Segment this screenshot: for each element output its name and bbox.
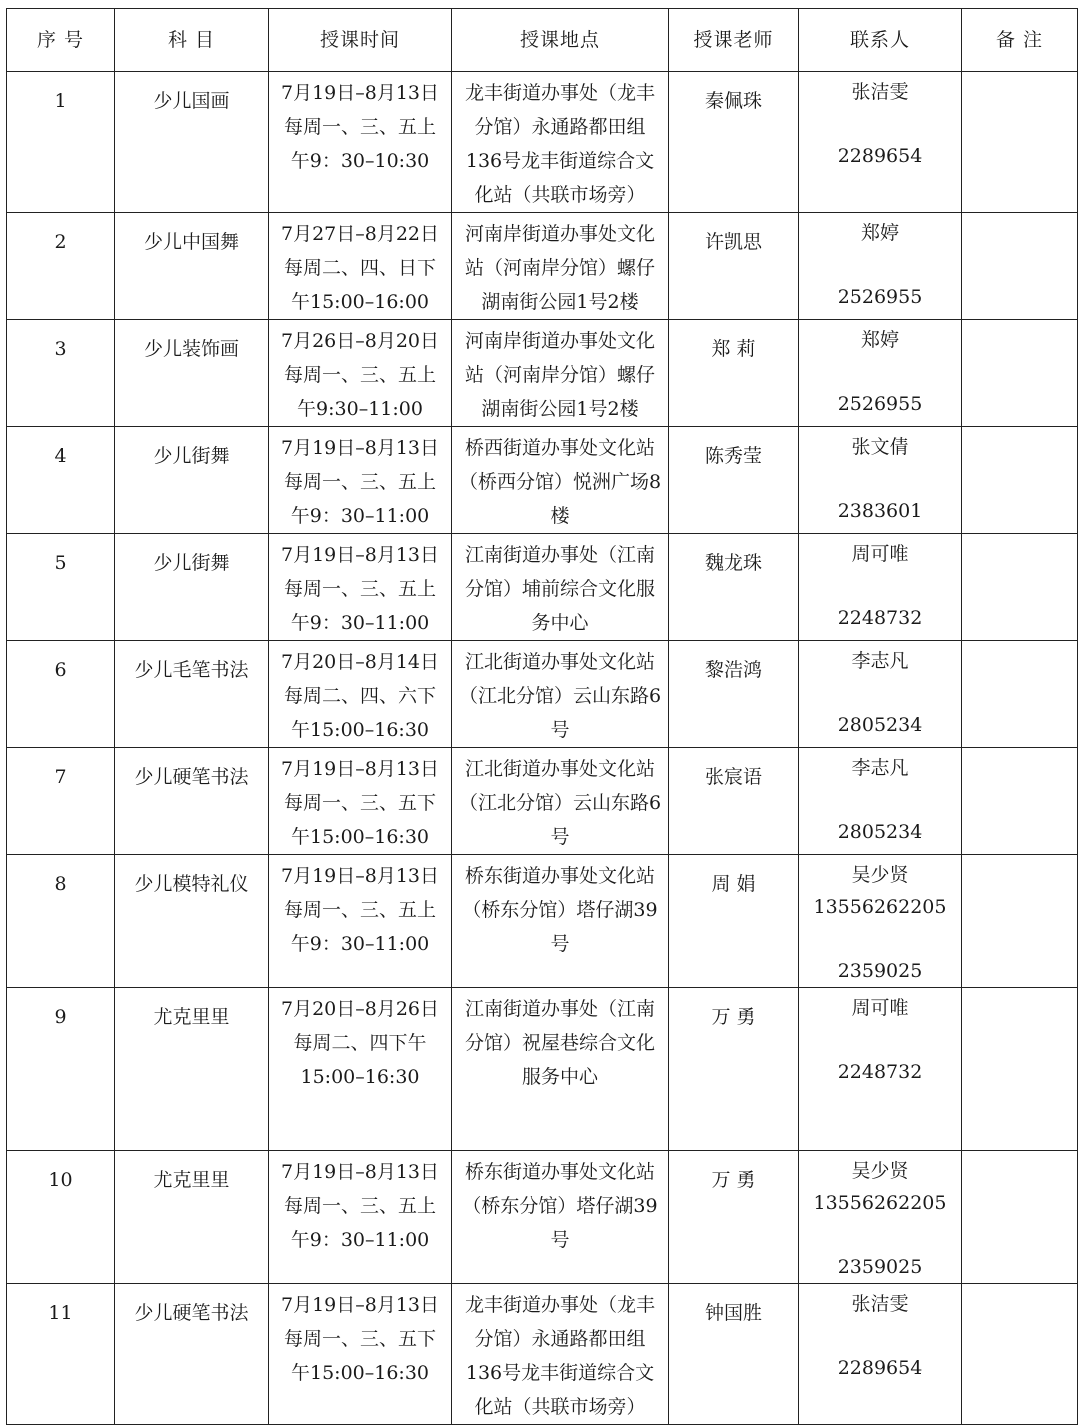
course-schedule-table xyxy=(6,8,1078,1425)
contact-cell xyxy=(799,320,962,427)
time-cell: 7月19日–8月13日每周一、三、五上午9：30–11:00 xyxy=(269,855,452,988)
contact-spacer xyxy=(799,1320,961,1352)
contact-spacer xyxy=(799,108,961,140)
contact-phone: 2359025 xyxy=(837,1256,923,1278)
time-cell: 7月27日–8月22日每周二、四、日下午15:00–16:00 xyxy=(269,213,452,320)
teacher-cell: 郑 莉 xyxy=(669,320,799,427)
contact-name: 郑婷 xyxy=(860,329,899,351)
row-number: 3 xyxy=(7,320,115,427)
subject-cell: 少儿街舞 xyxy=(115,427,269,534)
contact-cell xyxy=(799,72,962,213)
table-row xyxy=(7,1151,1078,1284)
contact-name: 张洁雯 xyxy=(851,1293,909,1315)
subject-cell: 少儿国画 xyxy=(115,72,269,213)
table-row xyxy=(7,855,1078,988)
contact-name: 李志凡 xyxy=(851,757,909,779)
contact-mobile: 13556262205 xyxy=(813,1192,947,1214)
subject-cell: 少儿毛笔书法 xyxy=(115,641,269,748)
place-cell: 河南岸街道办事处文化站（河南岸分馆）螺仔湖南街公园1号2楼 xyxy=(452,213,669,320)
header-subject: 科 目 xyxy=(115,9,269,72)
contact-spacer xyxy=(799,570,961,602)
teacher-cell: 万 勇 xyxy=(669,988,799,1151)
contact-spacer xyxy=(799,356,961,388)
teacher-cell: 许凯思 xyxy=(669,213,799,320)
contact-spacer xyxy=(799,1024,961,1056)
time-cell: 7月19日–8月13日每周一、三、五下午15:00–16:30 xyxy=(269,748,452,855)
note-cell xyxy=(962,641,1078,748)
contact-name: 李志凡 xyxy=(851,650,909,672)
table-row xyxy=(7,320,1078,427)
header-contact: 联系人 xyxy=(799,9,962,72)
row-number: 4 xyxy=(7,427,115,534)
contact-cell xyxy=(799,213,962,320)
table-row xyxy=(7,213,1078,320)
contact-spacer xyxy=(799,784,961,816)
row-number: 1 xyxy=(7,72,115,213)
contact-phone: 2289654 xyxy=(837,1357,923,1379)
contact-name: 郑婷 xyxy=(860,222,899,244)
teacher-cell: 陈秀莹 xyxy=(669,427,799,534)
time-cell: 7月20日–8月26日每周二、四下午15:00–16:30 xyxy=(269,988,452,1151)
row-number: 9 xyxy=(7,988,115,1151)
table-row xyxy=(7,427,1078,534)
contact-cell xyxy=(799,855,962,988)
schedule-sheet xyxy=(6,8,1077,1425)
table-row xyxy=(7,1284,1078,1425)
contact-name: 周可唯 xyxy=(851,543,909,565)
contact-cell xyxy=(799,641,962,748)
contact-phone: 2289654 xyxy=(837,145,923,167)
contact-phone: 2526955 xyxy=(837,286,923,308)
header-note: 备 注 xyxy=(962,9,1078,72)
note-cell xyxy=(962,213,1078,320)
subject-cell: 少儿模特礼仪 xyxy=(115,855,269,988)
contact-cell xyxy=(799,427,962,534)
place-cell: 桥西街道办事处文化站（桥西分馆）悦洲广场8楼 xyxy=(452,427,669,534)
contact-cell xyxy=(799,1151,962,1284)
place-cell: 龙丰街道办事处（龙丰分馆）永通路都田组136号龙丰街道综合文化站（共联市场旁） xyxy=(452,1284,669,1425)
time-cell: 7月19日–8月13日每周一、三、五下午15:00–16:30 xyxy=(269,1284,452,1425)
note-cell xyxy=(962,427,1078,534)
row-number: 11 xyxy=(7,1284,115,1425)
time-cell: 7月19日–8月13日每周一、三、五上午9：30–11:00 xyxy=(269,427,452,534)
place-cell: 江南街道办事处（江南分馆）祝屋巷综合文化服务中心 xyxy=(452,988,669,1151)
row-number: 8 xyxy=(7,855,115,988)
note-cell xyxy=(962,534,1078,641)
contact-name: 吴少贤 xyxy=(851,1160,909,1182)
subject-cell: 少儿硬笔书法 xyxy=(115,1284,269,1425)
subject-cell: 尤克里里 xyxy=(115,988,269,1151)
note-cell xyxy=(962,320,1078,427)
contact-spacer xyxy=(799,249,961,281)
contact-cell xyxy=(799,534,962,641)
note-cell xyxy=(962,1284,1078,1425)
contact-phone: 2383601 xyxy=(837,500,923,522)
teacher-cell: 魏龙珠 xyxy=(669,534,799,641)
contact-phone: 2805234 xyxy=(837,821,923,843)
note-cell xyxy=(962,72,1078,213)
subject-cell: 少儿中国舞 xyxy=(115,213,269,320)
time-cell: 7月20日–8月14日每周二、四、六下午15:00–16:30 xyxy=(269,641,452,748)
contact-name: 周可唯 xyxy=(851,997,909,1019)
row-number: 6 xyxy=(7,641,115,748)
contact-phone: 2248732 xyxy=(837,1061,923,1083)
note-cell xyxy=(962,988,1078,1151)
table-row xyxy=(7,72,1078,213)
contact-spacer xyxy=(799,1219,961,1251)
row-number: 5 xyxy=(7,534,115,641)
table-header-row xyxy=(7,9,1078,72)
contact-phone: 2805234 xyxy=(837,714,923,736)
teacher-cell: 万 勇 xyxy=(669,1151,799,1284)
teacher-cell: 秦佩珠 xyxy=(669,72,799,213)
subject-cell: 少儿装饰画 xyxy=(115,320,269,427)
contact-phone: 2248732 xyxy=(837,607,923,629)
contact-name: 吴少贤 xyxy=(851,864,909,886)
place-cell: 桥东街道办事处文化站（桥东分馆）塔仔湖39号 xyxy=(452,1151,669,1284)
contact-phone: 2526955 xyxy=(837,393,923,415)
subject-cell: 少儿街舞 xyxy=(115,534,269,641)
header-time: 授课时间 xyxy=(269,9,452,72)
time-cell: 7月19日–8月13日每周一、三、五上午9：30–11:00 xyxy=(269,1151,452,1284)
teacher-cell: 张宸语 xyxy=(669,748,799,855)
table-body xyxy=(7,72,1078,1425)
contact-cell xyxy=(799,748,962,855)
place-cell: 江北街道办事处文化站（江北分馆）云山东路6号 xyxy=(452,641,669,748)
teacher-cell: 黎浩鸿 xyxy=(669,641,799,748)
row-number: 7 xyxy=(7,748,115,855)
row-number: 10 xyxy=(7,1151,115,1284)
teacher-cell: 钟国胜 xyxy=(669,1284,799,1425)
place-cell: 桥东街道办事处文化站（桥东分馆）塔仔湖39号 xyxy=(452,855,669,988)
place-cell: 江南街道办事处（江南分馆）埔前综合文化服务中心 xyxy=(452,534,669,641)
contact-phone: 2359025 xyxy=(837,960,923,982)
table-row xyxy=(7,988,1078,1151)
contact-cell xyxy=(799,988,962,1151)
contact-name: 张文倩 xyxy=(851,436,909,458)
header-place: 授课地点 xyxy=(452,9,669,72)
note-cell xyxy=(962,1151,1078,1284)
place-cell: 龙丰街道办事处（龙丰分馆）永通路都田组136号龙丰街道综合文化站（共联市场旁） xyxy=(452,72,669,213)
subject-cell: 少儿硬笔书法 xyxy=(115,748,269,855)
table-row xyxy=(7,641,1078,748)
time-cell: 7月19日–8月13日每周一、三、五上午9：30–11:00 xyxy=(269,534,452,641)
place-cell: 江北街道办事处文化站（江北分馆）云山东路6号 xyxy=(452,748,669,855)
table-row xyxy=(7,534,1078,641)
place-cell: 河南岸街道办事处文化站（河南岸分馆）螺仔湖南街公园1号2楼 xyxy=(452,320,669,427)
contact-spacer xyxy=(799,463,961,495)
header-number: 序 号 xyxy=(7,9,115,72)
contact-mobile: 13556262205 xyxy=(813,896,947,918)
time-cell: 7月19日–8月13日每周一、三、五上午9：30–10:30 xyxy=(269,72,452,213)
contact-name: 张洁雯 xyxy=(851,81,909,103)
teacher-cell: 周 娟 xyxy=(669,855,799,988)
note-cell xyxy=(962,855,1078,988)
note-cell xyxy=(962,748,1078,855)
subject-cell: 尤克里里 xyxy=(115,1151,269,1284)
contact-spacer xyxy=(799,923,961,955)
contact-cell xyxy=(799,1284,962,1425)
contact-spacer xyxy=(799,677,961,709)
row-number: 2 xyxy=(7,213,115,320)
time-cell: 7月26日–8月20日每周一、三、五上午9:30–11:00 xyxy=(269,320,452,427)
table-row xyxy=(7,748,1078,855)
header-teacher: 授课老师 xyxy=(669,9,799,72)
